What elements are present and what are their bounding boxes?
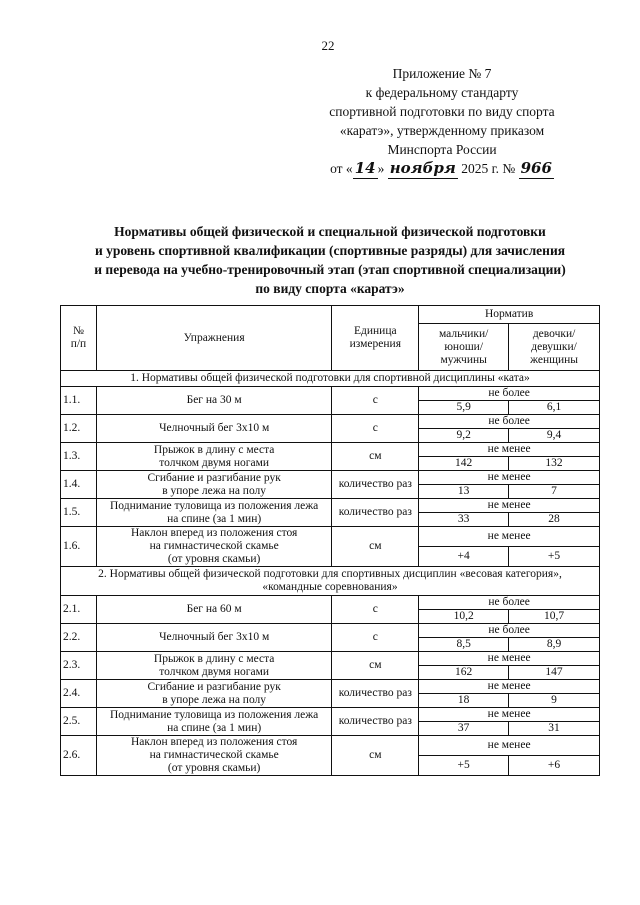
value-boys: 142 xyxy=(419,457,509,471)
value-boys: 13 xyxy=(419,485,509,499)
exercise-name: Наклон вперед из положения стоя на гимнастической скамье (от уровня скамьи) xyxy=(96,736,331,776)
table-row xyxy=(61,527,600,547)
table-row xyxy=(61,736,600,756)
row-number: 2.2. xyxy=(61,624,97,652)
value-girls: 147 xyxy=(509,666,600,680)
title-line: Нормативы общей физической и специальной физической подготовки xyxy=(114,224,546,239)
norms-table-body xyxy=(61,306,600,776)
value-girls: 132 xyxy=(509,457,600,471)
row-number: 1.2. xyxy=(61,415,97,443)
norm-condition: не более xyxy=(419,415,600,429)
unit: количество раз xyxy=(332,471,419,499)
header-row xyxy=(61,306,600,324)
norm-condition: не более xyxy=(419,596,600,610)
exercise-name: Сгибание и разгибание рук в упоре лежа на полу xyxy=(96,471,331,499)
header-girls: девочки/ девушки/ женщины xyxy=(509,324,600,371)
date-day: 14 xyxy=(354,159,376,177)
section-row xyxy=(61,371,600,387)
value-girls: 6,1 xyxy=(509,401,600,415)
order-number: 966 xyxy=(520,159,552,177)
value-girls: 9 xyxy=(509,694,600,708)
table-row xyxy=(61,708,600,722)
norm-condition: не менее xyxy=(419,680,600,694)
unit: с xyxy=(332,596,419,624)
exercise-name: Прыжок в длину с места толчком двумя ногами xyxy=(96,652,331,680)
row-number: 2.6. xyxy=(61,736,97,776)
value-girls: 10,7 xyxy=(509,610,600,624)
row-number: 1.6. xyxy=(61,527,97,567)
value-boys: 8,5 xyxy=(419,638,509,652)
unit: количество раз xyxy=(332,499,419,527)
unit: см xyxy=(332,652,419,680)
appendix-line: спортивной подготовки по виду спорта xyxy=(329,104,555,119)
norm-condition: не менее xyxy=(419,736,600,756)
document-title xyxy=(60,222,600,298)
title-line: и уровень спортивной квалификации (спортивные разряды) для зачисления xyxy=(94,243,566,258)
section-title: 1. Нормативы общей физической подготовки для спортивной дисциплины «ката» xyxy=(61,371,600,387)
header-norm: Норматив xyxy=(419,306,600,324)
appendix-block xyxy=(302,64,582,179)
value-boys: 18 xyxy=(419,694,509,708)
row-number: 2.3. xyxy=(61,652,97,680)
value-girls: 31 xyxy=(509,722,600,736)
row-number: 1.3. xyxy=(61,443,97,471)
table-row xyxy=(61,596,600,610)
value-boys: 162 xyxy=(419,666,509,680)
norm-condition: не менее xyxy=(419,652,600,666)
date-line xyxy=(302,159,582,179)
norm-condition: не менее xyxy=(419,708,600,722)
table-row xyxy=(61,471,600,485)
title-line: и перевода на учебно-тренировочный этап (этап спортивной специализации) xyxy=(94,262,566,277)
unit: с xyxy=(332,387,419,415)
row-number: 1.1. xyxy=(61,387,97,415)
value-boys: 37 xyxy=(419,722,509,736)
norm-condition: не менее xyxy=(419,471,600,485)
value-boys: +4 xyxy=(419,547,509,567)
header-unit: Единица измерения xyxy=(332,306,419,371)
date-month: ноября xyxy=(389,159,456,177)
value-boys: 5,9 xyxy=(419,401,509,415)
date-year: 2025 г. № xyxy=(461,161,516,176)
exercise-name: Сгибание и разгибание рук в упоре лежа на полу xyxy=(96,680,331,708)
value-girls: +6 xyxy=(509,756,600,776)
section-title: 2. Нормативы общей физической подготовки для спортивных дисциплин «весовая категория», «командные соревнования» xyxy=(61,567,600,596)
section-row xyxy=(61,567,600,596)
exercise-name: Челночный бег 3х10 м xyxy=(96,624,331,652)
norms-table xyxy=(60,305,600,776)
unit: см xyxy=(332,443,419,471)
table-row xyxy=(61,387,600,401)
exercise-name: Поднимание туловища из положения лежа на спине (за 1 мин) xyxy=(96,499,331,527)
title-line: по виду спорта «каратэ» xyxy=(255,281,405,296)
table-row xyxy=(61,680,600,694)
value-girls: 7 xyxy=(509,485,600,499)
unit: количество раз xyxy=(332,680,419,708)
exercise-name: Челночный бег 3х10 м xyxy=(96,415,331,443)
norm-condition: не менее xyxy=(419,527,600,547)
value-boys: 9,2 xyxy=(419,429,509,443)
exercise-name: Наклон вперед из положения стоя на гимнастической скамье (от уровня скамьи) xyxy=(96,527,331,567)
row-number: 2.5. xyxy=(61,708,97,736)
table-row xyxy=(61,624,600,638)
exercise-name: Поднимание туловища из положения лежа на спине (за 1 мин) xyxy=(96,708,331,736)
exercise-name: Бег на 60 м xyxy=(96,596,331,624)
value-girls: 28 xyxy=(509,513,600,527)
header-exercise: Упражнения xyxy=(96,306,331,371)
exercise-name: Прыжок в длину с места толчком двумя ногами xyxy=(96,443,331,471)
value-boys: 33 xyxy=(419,513,509,527)
unit: с xyxy=(332,415,419,443)
header-boys: мальчики/ юноши/ мужчины xyxy=(419,324,509,371)
norm-condition: не менее xyxy=(419,443,600,457)
table-row xyxy=(61,443,600,457)
appendix-line: Приложение № 7 xyxy=(392,66,492,81)
value-girls: +5 xyxy=(509,547,600,567)
value-girls: 9,4 xyxy=(509,429,600,443)
unit: см xyxy=(332,736,419,776)
unit: см xyxy=(332,527,419,567)
table-row xyxy=(61,652,600,666)
table-row xyxy=(61,415,600,429)
unit: количество раз xyxy=(332,708,419,736)
row-number: 2.4. xyxy=(61,680,97,708)
header-num: № п/п xyxy=(61,306,97,371)
date-mid: » xyxy=(377,161,385,176)
row-number: 1.4. xyxy=(61,471,97,499)
value-boys: +5 xyxy=(419,756,509,776)
page-number: 22 xyxy=(321,38,335,53)
value-girls: 8,9 xyxy=(509,638,600,652)
row-number: 2.1. xyxy=(61,596,97,624)
appendix-line: «каратэ», утвержденному приказом xyxy=(339,123,545,138)
table-row xyxy=(61,499,600,513)
appendix-line: к федеральному стандарту xyxy=(365,85,519,100)
value-boys: 10,2 xyxy=(419,610,509,624)
appendix-line: Минспорта России xyxy=(387,142,497,157)
exercise-name: Бег на 30 м xyxy=(96,387,331,415)
row-number: 1.5. xyxy=(61,499,97,527)
unit: с xyxy=(332,624,419,652)
norm-condition: не более xyxy=(419,624,600,638)
norm-condition: не более xyxy=(419,387,600,401)
date-prefix: от « xyxy=(330,161,353,176)
norm-condition: не менее xyxy=(419,499,600,513)
